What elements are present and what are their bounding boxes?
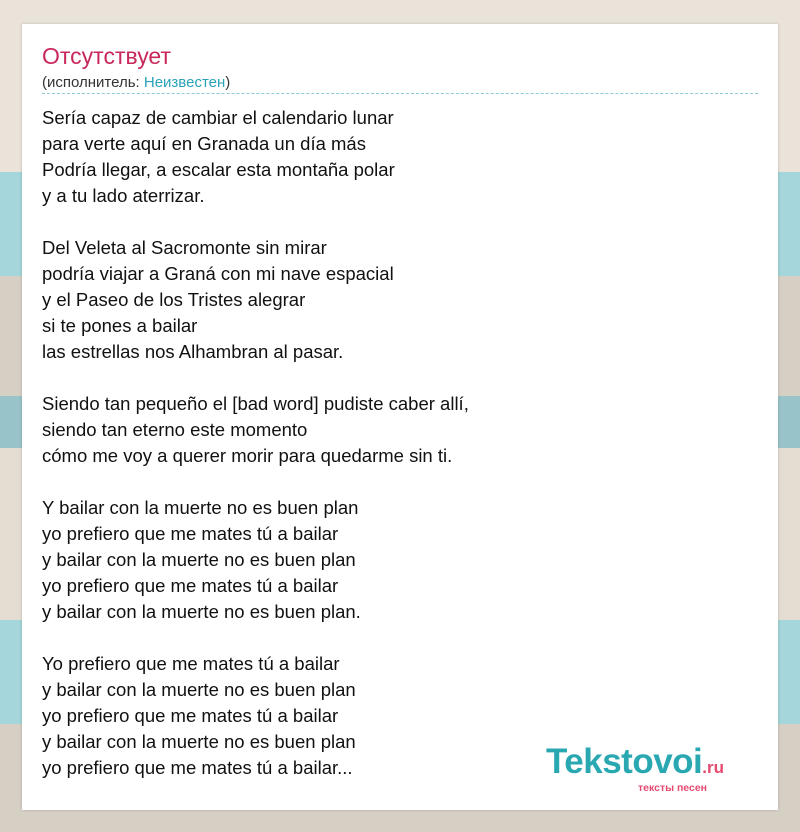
lyric-line: siendo tan eterno este momento — [42, 419, 308, 440]
lyric-line: Yo prefiero que me mates tú a bailar — [42, 653, 340, 674]
lyrics-stanza — [42, 235, 469, 365]
lyric-line: para verte aquí en Granada un día más — [42, 133, 366, 154]
lyric-line: Siendo tan pequeño el [bad word] pudiste caber allí, — [42, 393, 469, 414]
lyric-line: y a tu lado aterrizar. — [42, 185, 205, 206]
lyric-line: y bailar con la muerte no es buen plan — [42, 549, 356, 570]
lyric-line: Podría llegar, a escalar esta montaña polar — [42, 159, 395, 180]
lyric-line: Sería capaz de cambiar el calendario lunar — [42, 107, 394, 128]
lyric-line: cómo me voy a querer morir para quedarme sin ti. — [42, 445, 453, 466]
lyric-line: y el Paseo de los Tristes alegrar — [42, 289, 306, 310]
site-logo[interactable] — [546, 742, 725, 794]
lyrics-stanza — [42, 391, 469, 469]
lyric-line: yo prefiero que me mates tú a bailar... — [42, 757, 353, 778]
lyrics-stanza — [42, 651, 469, 781]
logo-domain: .ru — [702, 758, 725, 777]
title-divider — [42, 93, 758, 94]
lyric-line: podría viajar a Graná con mi nave espacial — [42, 263, 394, 284]
lyric-line: y bailar con la muerte no es buen plan. — [42, 601, 361, 622]
logo-tagline: тексты песен — [638, 782, 708, 794]
artist-line — [42, 74, 230, 91]
lyric-line: yo prefiero que me mates tú a bailar — [42, 575, 339, 596]
song-title: Отсутствует — [42, 43, 171, 69]
lyric-line: yo prefiero que me mates tú a bailar — [42, 705, 339, 726]
lyric-line: Y bailar con la muerte no es buen plan — [42, 497, 359, 518]
lyric-line: las estrellas nos Alhambran al pasar. — [42, 341, 344, 362]
lyrics-text — [42, 105, 469, 807]
lyric-line: Del Veleta al Sacromonte sin mirar — [42, 237, 327, 258]
lyrics-card — [22, 24, 778, 810]
lyrics-stanza — [42, 495, 469, 625]
lyric-line: yo prefiero que me mates tú a bailar — [42, 523, 339, 544]
lyrics-stanza — [42, 105, 469, 209]
artist-prefix: (исполнитель: — [42, 74, 144, 91]
lyric-line: si te pones a bailar — [42, 315, 198, 336]
lyric-line: y bailar con la muerte no es buen plan — [42, 731, 356, 752]
lyric-line: y bailar con la muerte no es buen plan — [42, 679, 356, 700]
artist-suffix: ) — [225, 74, 231, 91]
artist-link[interactable]: Неизвестен — [143, 74, 226, 91]
logo-name: Tekstovoi — [546, 742, 703, 781]
